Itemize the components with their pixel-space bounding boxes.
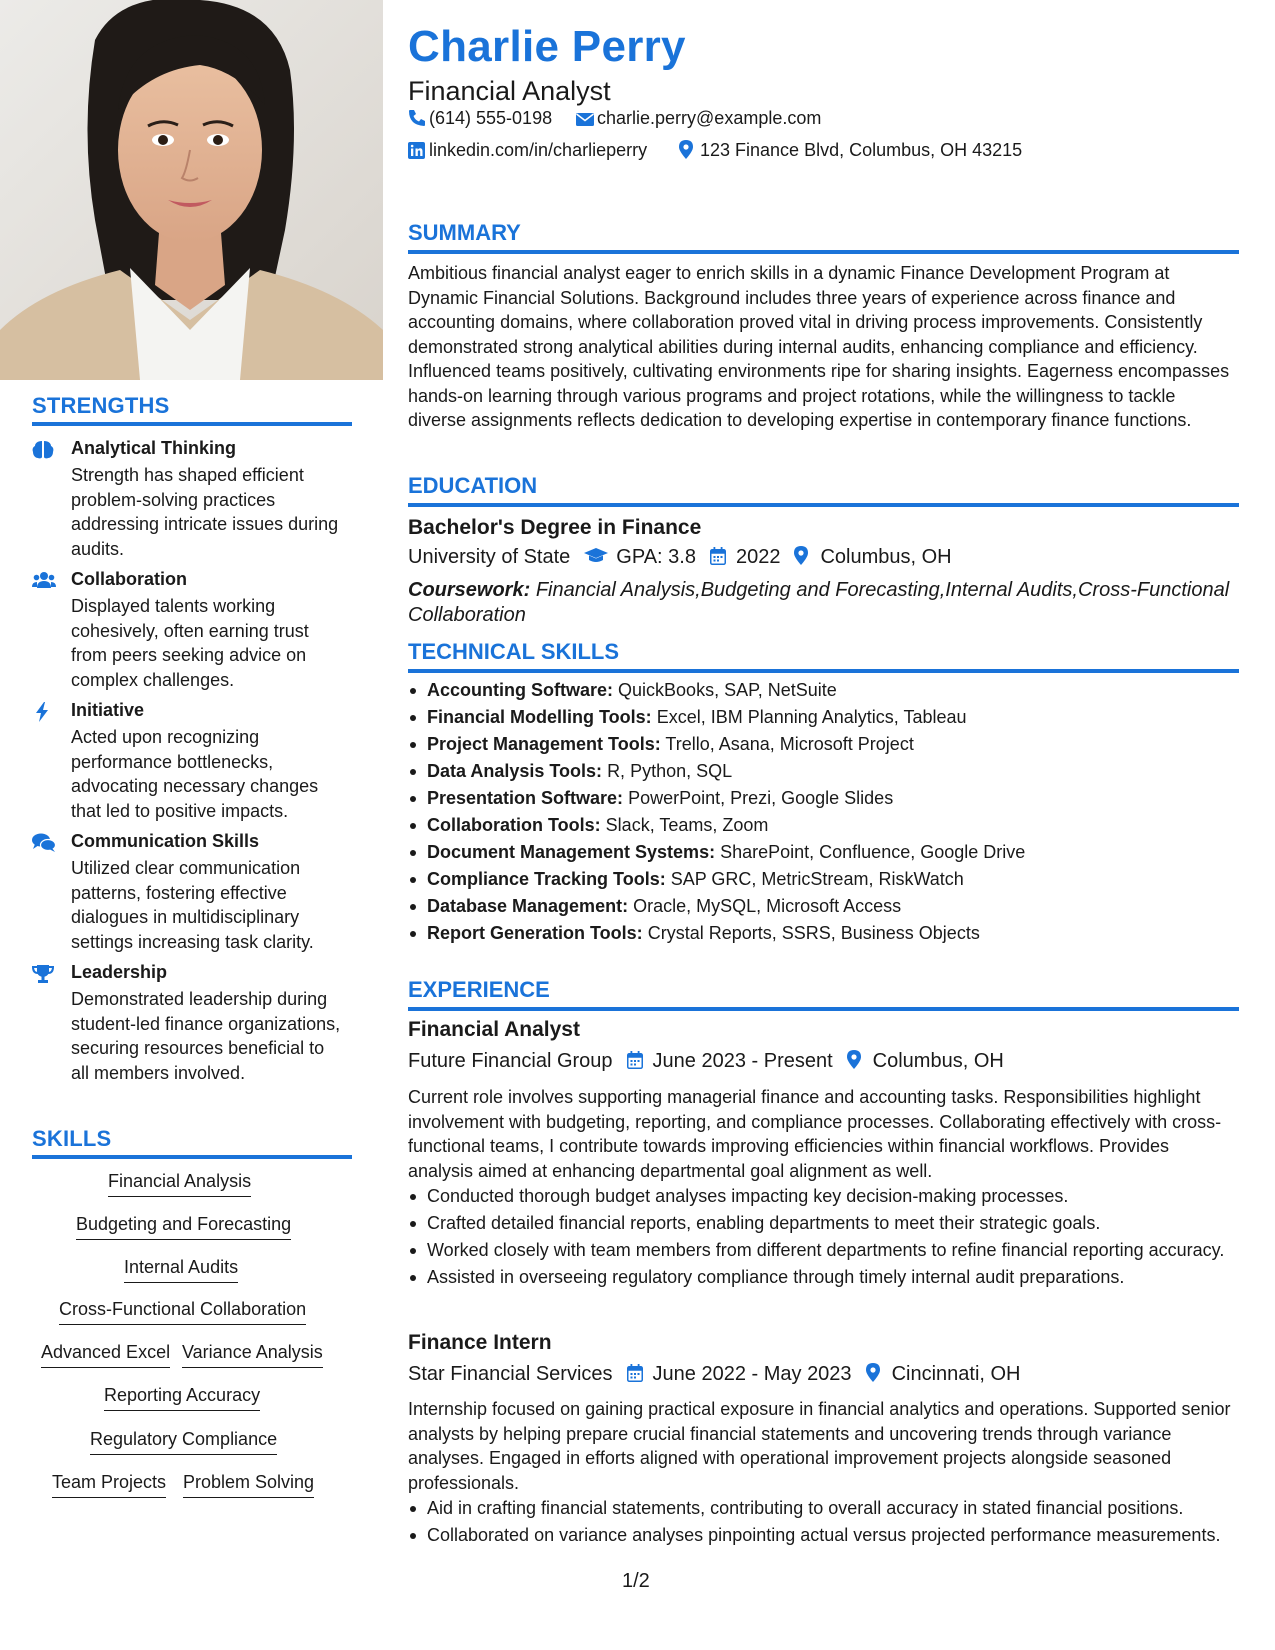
map-pin-icon: [866, 1363, 884, 1381]
profile-photo: [0, 0, 383, 380]
phone-text: (614) 555-0198: [429, 108, 553, 128]
skill-tag: Problem Solving: [183, 1472, 314, 1498]
job-dates: June 2023 - Present: [652, 1050, 833, 1072]
skill-category: Project Management Tools:: [427, 734, 661, 754]
graduation-year: 2022: [735, 546, 781, 568]
coursework-label: Coursework:: [408, 579, 531, 601]
education-meta: [408, 546, 952, 569]
calendar-icon: [710, 547, 728, 565]
comments-icon: [32, 833, 56, 853]
map-pin-icon: [847, 1050, 865, 1068]
skill-category: Collaboration Tools:: [427, 815, 601, 835]
page-number: 1/2: [622, 1570, 650, 1592]
skill-values: QuickBooks, SAP, NetSuite: [618, 680, 837, 700]
job-location: Cincinnati, OH: [891, 1363, 1021, 1385]
strength-item: [32, 962, 352, 1102]
strength-item: [32, 438, 352, 558]
envelope-icon: [576, 111, 594, 129]
calendar-icon: [627, 1364, 645, 1382]
strength-item: [32, 569, 352, 689]
strength-item: [32, 700, 352, 820]
skill-tag: Reporting Accuracy: [104, 1385, 260, 1411]
list-item: Conducted thorough budget analyses impacting key decision-making processes.: [408, 1184, 1238, 1209]
trophy-icon: [32, 964, 56, 984]
skill-tag: Team Projects: [52, 1472, 166, 1498]
summary-divider: [408, 250, 1239, 254]
list-item: [408, 731, 1238, 758]
strength-title: Initiative: [71, 700, 145, 720]
skill-tag: Internal Audits: [124, 1257, 238, 1283]
skill-values: Trello, Asana, Microsoft Project: [665, 734, 914, 754]
job-meta: [408, 1050, 1004, 1073]
contact-address: [679, 140, 1022, 161]
bolt-icon: [32, 702, 56, 722]
coursework-list: Financial Analysis,Budgeting and Forecasting,Internal Audits,Cross-Functional Collaboration: [408, 579, 1230, 626]
brain-icon: [32, 440, 56, 460]
list-item: [408, 839, 1238, 866]
skill-category: Financial Modelling Tools:: [427, 707, 652, 727]
job-role: Financial Analyst: [408, 1018, 580, 1041]
job-meta: [408, 1363, 1021, 1386]
skill-tag: Regulatory Compliance: [90, 1429, 277, 1455]
gpa-text: GPA: 3.8: [616, 546, 696, 568]
strength-description: Utilized clear communication patterns, fostering effective dialogues in multidisciplinary settings increasing task clarity.: [71, 858, 314, 952]
skill-category: Report Generation Tools:: [427, 923, 643, 943]
skill-values: SharePoint, Confluence, Google Drive: [720, 842, 1026, 862]
coursework: [408, 578, 1238, 627]
skills-heading: SKILLS: [32, 1126, 112, 1151]
contact-phone[interactable]: [408, 108, 552, 129]
skill-values: R, Python, SQL: [607, 761, 733, 781]
experience-divider: [408, 1007, 1239, 1011]
list-item: [408, 785, 1238, 812]
phone-icon: [408, 109, 426, 127]
candidate-name: Charlie Perry: [408, 22, 686, 71]
experience-heading: EXPERIENCE: [408, 977, 550, 1002]
skill-values: SAP GRC, MetricStream, RiskWatch: [670, 869, 964, 889]
skill-category: Data Analysis Tools:: [427, 761, 603, 781]
school-name: University of State: [408, 546, 571, 568]
skill-category: Compliance Tracking Tools:: [427, 869, 666, 889]
degree-title: Bachelor's Degree in Finance: [408, 516, 702, 539]
linkedin-text: linkedin.com/in/charlieperry: [429, 140, 648, 160]
strength-title: Collaboration: [71, 569, 187, 589]
skill-values: PowerPoint, Prezi, Google Slides: [628, 788, 894, 808]
skill-category: Document Management Systems:: [427, 842, 716, 862]
strength-description: Acted upon recognizing performance bottlenecks, advocating necessary changes that led to positive impacts.: [71, 727, 319, 821]
contact-email[interactable]: [576, 108, 821, 129]
sidebar: [0, 0, 383, 1650]
job-dates: June 2022 - May 2023: [652, 1363, 852, 1385]
skill-values: Oracle, MySQL, Microsoft Access: [633, 896, 902, 916]
strength-description: Displayed talents working cohesively, often earning trust from peers seeking advice on complex challenges.: [71, 596, 309, 690]
contact-linkedin[interactable]: [408, 140, 647, 161]
skill-category: Accounting Software:: [427, 680, 614, 700]
skill-category: Presentation Software:: [427, 788, 624, 808]
strength-title: Communication Skills: [71, 831, 260, 851]
address-text: 123 Finance Blvd, Columbus, OH 43215: [700, 140, 1023, 160]
strength-description: Demonstrated leadership during student-led finance organizations, securing resources beneficial to all members involved.: [71, 989, 341, 1083]
map-pin-icon: [679, 140, 697, 158]
skill-tag: Cross-Functional Collaboration: [59, 1299, 306, 1325]
calendar-icon: [627, 1051, 645, 1069]
list-item: Aid in crafting financial statements, contributing to overall accuracy in stated financial positions.: [408, 1496, 1238, 1521]
skill-tag: Advanced Excel: [41, 1342, 170, 1368]
company-name: Star Financial Services: [408, 1363, 613, 1385]
job-location: Columbus, OH: [872, 1050, 1004, 1072]
strengths-heading: STRENGTHS: [32, 393, 170, 418]
technical-skills-divider: [408, 669, 1239, 673]
map-pin-icon: [794, 546, 812, 564]
list-item: [408, 866, 1238, 893]
job-description: Current role involves supporting managerial finance and accounting tasks. Responsibilities highlight involvement with budgeting, reporting, and compliance processes. Collaborating effectively with cross-functional teams, I contribute towards improving efficiencies within financial workflows. Provides analysis aimed at enhancing departmental goal alignment as well.: [408, 1087, 1222, 1181]
linkedin-icon: [408, 142, 426, 160]
email-text: charlie.perry@example.com: [597, 108, 822, 128]
list-item: [408, 677, 1238, 704]
technical-skills-list: [408, 677, 1238, 947]
technical-skills-heading: TECHNICAL SKILLS: [408, 639, 620, 664]
skill-values: Excel, IBM Planning Analytics, Tableau: [656, 707, 967, 727]
job-role: Finance Intern: [408, 1331, 552, 1354]
job-description: Internship focused on gaining practical exposure in financial analytics and operations. Supported senior analysts by helping prepare crucial financial statements and uncovering trends through variance analyses. Engaged in efforts aligned with operational improvement projects alongside seasoned professionals.: [408, 1399, 1231, 1493]
strength-title: Analytical Thinking: [71, 438, 237, 458]
job-bullets: [408, 1184, 1238, 1292]
skill-tag: Financial Analysis: [108, 1171, 251, 1197]
skill-values: Slack, Teams, Zoom: [605, 815, 769, 835]
education-heading: EDUCATION: [408, 473, 538, 498]
list-item: [408, 704, 1238, 731]
graduation-cap-icon: [584, 547, 608, 565]
strength-description: Strength has shaped efficient problem-solving practices addressing intricate issues during audits.: [71, 465, 339, 559]
list-item: Crafted detailed financial reports, enabling departments to meet their strategic goals.: [408, 1211, 1238, 1236]
list-item: [408, 758, 1238, 785]
strength-title: Leadership: [71, 962, 168, 982]
education-location: Columbus, OH: [820, 546, 952, 568]
education-divider: [408, 503, 1239, 507]
list-item: Collaborated on variance analyses pinpointing actual versus projected performance measurements.: [408, 1523, 1238, 1548]
skill-category: Database Management:: [427, 896, 629, 916]
job-bullets: [408, 1496, 1238, 1550]
list-item: [408, 920, 1238, 947]
skill-tag: Budgeting and Forecasting: [76, 1214, 291, 1240]
list-item: Worked closely with team members from different departments to refine financial reporting accuracy.: [408, 1238, 1238, 1263]
strength-item: [32, 831, 352, 951]
summary-heading: SUMMARY: [408, 220, 521, 245]
skill-tag: Variance Analysis: [182, 1342, 323, 1368]
skills-divider: [32, 1155, 352, 1159]
company-name: Future Financial Group: [408, 1050, 613, 1072]
list-item: [408, 812, 1238, 839]
users-icon: [32, 571, 56, 591]
job-title: Financial Analyst: [408, 76, 611, 106]
skill-values: Crystal Reports, SSRS, Business Objects: [647, 923, 980, 943]
list-item: [408, 893, 1238, 920]
summary-text: Ambitious financial analyst eager to enrich skills in a dynamic Finance Development Program at Dynamic Financial Solutions. Background includes three years of experience across finance and accounting domains, where collaboration proved vital in driving process improvements. Consistently demonstrated strong analytical abilities during internal audits, enhancing compliance and efficiency. Influenced teams positively, cultivating environments ripe for sharing insights. Eagerness encompasses hands-on learning through various programs and project rotations, while the willingness to tackle diverse assignments reflects dedication to developing expertise in contemporary finance functions.: [408, 263, 1230, 430]
list-item: Assisted in overseeing regulatory compliance through timely internal audit preparations.: [408, 1265, 1238, 1290]
strengths-divider: [32, 422, 352, 426]
